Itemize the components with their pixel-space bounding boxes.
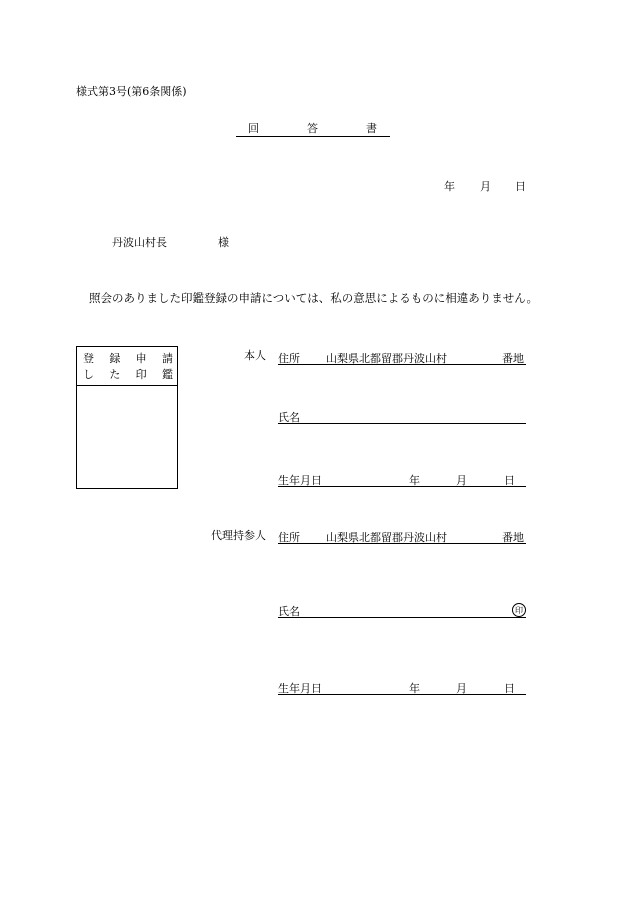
seal-header-char: 鑑: [161, 368, 173, 381]
name-label: 氏名: [278, 411, 300, 424]
proxy-address-field[interactable]: [278, 527, 526, 544]
seal-header-char: た: [109, 368, 121, 381]
title-char: 答: [307, 122, 318, 135]
birth-day-label: 日: [504, 474, 515, 487]
birth-year-label: 年: [409, 474, 420, 487]
proxy-birthdate-field[interactable]: [278, 678, 526, 695]
name-label: 氏名: [278, 605, 300, 618]
seal-header-char: 請: [161, 352, 173, 365]
banchi-label: 番地: [502, 531, 524, 544]
birth-month-label: 月: [456, 474, 467, 487]
document-title: [236, 122, 390, 137]
birthdate-label: 生年月日: [278, 682, 322, 695]
address-prefix: 山梨県北都留郡丹波山村: [326, 352, 447, 365]
date-year: 年: [444, 180, 455, 193]
date-day: 日: [515, 180, 526, 193]
registered-seal-box: [76, 346, 178, 489]
self-address-field[interactable]: [278, 348, 526, 365]
birth-month-label: 月: [456, 682, 467, 695]
statement-text: 照会のありました印鑑登録の申請については、私の意思によるものに相違ありません。: [89, 291, 538, 305]
self-birthdate-field[interactable]: [278, 470, 526, 487]
seal-header-char: 印: [135, 368, 147, 381]
date-month: 月: [480, 180, 491, 193]
seal-mark-icon: 印: [512, 603, 526, 617]
address-label: 住所: [278, 531, 300, 544]
title-char: 回: [248, 122, 259, 135]
honorific: 様: [218, 236, 229, 249]
address-label: 住所: [278, 352, 300, 365]
seal-header-row: [83, 369, 173, 380]
birthdate-label: 生年月日: [278, 474, 322, 487]
proxy-label: 代理持参人: [211, 529, 266, 542]
self-name-field[interactable]: [278, 407, 526, 424]
proxy-name-field[interactable]: [278, 601, 526, 618]
seal-header-char: し: [83, 368, 94, 381]
title-char: 書: [366, 122, 377, 135]
seal-header-char: 録: [109, 352, 121, 365]
self-label: 本人: [244, 349, 266, 362]
birth-year-label: 年: [409, 682, 420, 695]
addressee: 丹波山村長: [112, 236, 167, 249]
birth-day-label: 日: [504, 682, 515, 695]
seal-header-char: 申: [135, 352, 147, 365]
banchi-label: 番地: [502, 352, 524, 365]
seal-header-char: 登: [83, 352, 94, 365]
form-number: 様式第3号(第6条関係): [76, 85, 187, 98]
address-prefix: 山梨県北都留郡丹波山村: [326, 531, 447, 544]
